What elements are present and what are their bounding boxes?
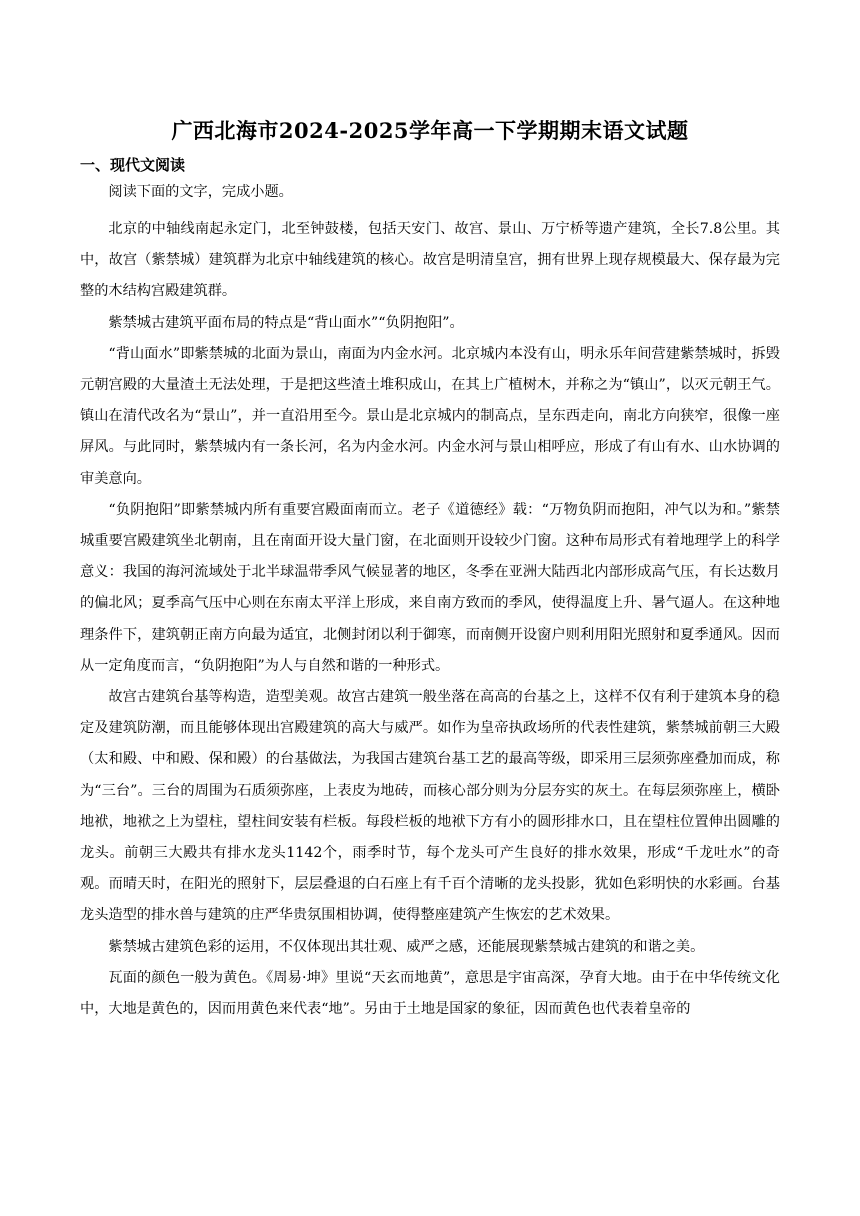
paragraph-layout-features: 紫禁城古建筑平面布局的特点是“背山面水”“负阴抱阳”。 bbox=[108, 314, 464, 331]
paragraph-color-intro: 紫禁城古建筑色彩的运用，不仅体现出其壮观、威严之感，还能展现紫禁城古建筑的和谐之美。 bbox=[108, 938, 705, 955]
paragraph-axis-intro: 北京的中轴线南起永定门，北至钟鼓楼，包括天安门、故宫、景山、万宁桥等遗产建筑，全长7.8公里。其中，故宫（紫禁城）建筑群为北京中轴线建筑的核心。故宫是明清皇宫，拥有世界上现存规模最大、保存最为完整的木结构宫殿建筑群。 bbox=[80, 221, 780, 300]
instruction-text: 阅读下面的文字，完成小题。 bbox=[108, 184, 293, 200]
paragraph-platform: 故宫古建筑台基等构造，造型美观。故宫古建筑一般坐落在高高的台基之上，这样不仅有利于建筑本身的稳定及建筑防潮，而且能够体现出宫殿建筑的高大与威严。如作为皇帝执政场所的代表性建筑，紫禁城前朝三大殿（太和殿、中和殿、保和殿）的台基做法，为我国古建筑台基工艺的最高等级，即采用三层须弥座叠加而成，称为“三台”。三台的周围为石质须弥座，上表皮为地砖，而核心部分则为分层夯实的灰土。在每层须弥座上，横卧地袱，地袱之上为望柱，望柱间安装有栏板。每段栏板的地袱下方有小的圆形排水口，且在望柱位置伸出圆雕的龙头。前朝三大殿共有排水龙头1142个，雨季时节，每个龙头可产生良好的排水效果，形成“千龙吐水”的奇观。而晴天时，在阳光的照射下，层层叠退的白石座上有千百个清晰的龙头投影，犹如色彩明快的水彩画。台基龙头造型的排水兽与建筑的庄严华贵氛围相协调，使得整座建筑产生恢宏的艺术效果。 bbox=[80, 689, 780, 924]
paragraph-roof-color: 瓦面的颜色一般为黄色。《周易·坤》里说“天玄而地黄”，意思是宇宙高深，孕育大地。由于在中华传统文化中，大地是黄色的，因而用黄色来代表“地”。另由于土地是国家的象征，因而黄色也代表着皇帝的 bbox=[80, 969, 780, 1018]
paragraph-mountain-water: “背山面水”即紫禁城的北面为景山，南面为内金水河。北京城内本没有山，明永乐年间营建紫禁城时，拆毁元朝宫殿的大量渣土无法处理，于是把这些渣土堆积成山，在其上广植树木，并称之为“镇山”，以灭元朝王气。镇山在清代改名为“景山”，并一直沿用至今。景山是北京城内的制高点，呈东西走向，南北方向狭窄，很像一座屏风。与此同时，紫禁城内有一条长河，名为内金水河。内金水河与景山相呼应，形成了有山有水、山水协调的审美意向。 bbox=[80, 345, 780, 487]
paragraph-yin-yang: “负阴抱阳”即紫禁城内所有重要宫殿面南而立。老子《道德经》载：“万物负阴而抱阳，冲气以为和。”紫禁城重要宫殿建筑坐北朝南，且在南面开设大量门窗，在北面则开设较少门窗。这种布局形式有着地理学上的科学意义：我国的海河流域处于北半球温带季风气候显著的地区，冬季在亚洲大陆西北内部形成高气压，有长达数月的偏北风；夏季高气压中心则在东南太平洋上形成，来自南方致而的季风，使得温度上升、暑气逼人。在这种地理条件下，建筑朝正南方向最为适宜，北侧封闭以利于御寒，而南侧开设窗户则利用阳光照射和夏季通风。因而从一定角度而言，“负阴抱阳”为人与自然和谐的一种形式。 bbox=[80, 501, 780, 674]
section-heading: 一、现代文阅读 bbox=[80, 156, 186, 174]
document-title: 广西北海市2024-2025学年高一下学期期末语文试题 bbox=[171, 118, 689, 143]
document-page bbox=[80, 116, 780, 1025]
